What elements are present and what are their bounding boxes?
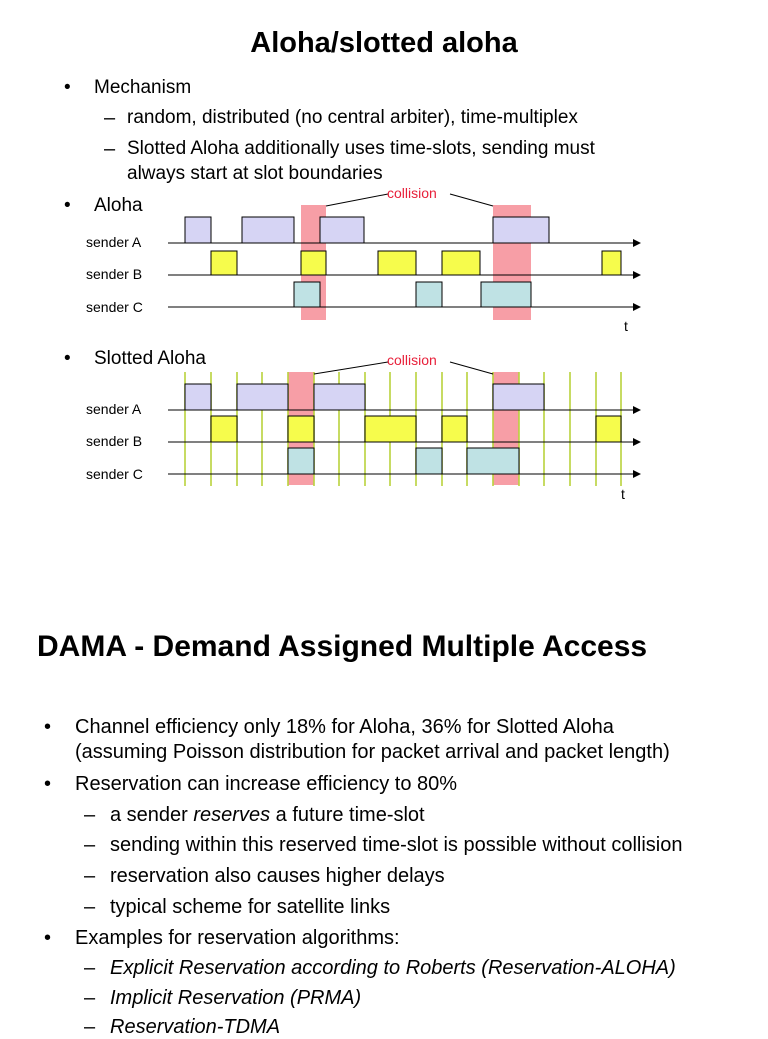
dash: – xyxy=(84,896,96,918)
bullet: • xyxy=(44,927,52,949)
dash: – xyxy=(84,865,96,887)
packet-b xyxy=(442,416,467,442)
packet-a xyxy=(185,217,211,243)
bullet: • xyxy=(64,195,71,216)
reservation-efficiency: Reservation can increase efficiency to 80% xyxy=(75,773,458,795)
dash: – xyxy=(104,107,116,129)
dash: – xyxy=(84,957,96,979)
dash: – xyxy=(104,138,116,160)
packet-b xyxy=(602,251,621,275)
packet-b xyxy=(442,251,480,275)
bullet: • xyxy=(44,773,52,795)
example-explicit: Explicit Reservation according to Roberts (Reservation-ALOHA) xyxy=(110,957,676,979)
collision-label: collision xyxy=(387,352,437,368)
bullet: • xyxy=(44,716,52,738)
collision-pointer xyxy=(450,362,493,374)
time-axis-label: t xyxy=(621,486,625,502)
dash: – xyxy=(84,804,96,826)
sender-c-label: sender C xyxy=(86,466,143,482)
mechanism-sub1: random, distributed (no central arbiter), time-multiplex xyxy=(127,107,578,128)
packet-c xyxy=(481,282,531,307)
efficiency-line1: Channel efficiency only 18% for Aloha, 36% for Slotted Aloha xyxy=(75,716,614,738)
reserve-sub2: sending within this reserved time-slot is possible without collision xyxy=(110,834,683,856)
packet-a xyxy=(493,384,544,410)
reserve-sub1 xyxy=(110,804,425,827)
packet-b xyxy=(378,251,416,275)
collision-pointer xyxy=(326,194,388,206)
packet-a xyxy=(493,217,549,243)
packet-a xyxy=(185,384,211,410)
slotted-aloha-label: Slotted Aloha xyxy=(94,348,206,369)
packet-b xyxy=(288,416,314,442)
reserve-sub4: typical scheme for satellite links xyxy=(110,896,391,918)
sender-a-label: sender A xyxy=(86,401,142,417)
slide1-title: Aloha/slotted aloha xyxy=(250,27,518,59)
aloha-label: Aloha xyxy=(94,195,143,216)
collision-pointer xyxy=(314,362,388,374)
efficiency-line2: (assuming Poisson distribution for packet arrival and packet length) xyxy=(75,741,670,763)
sender-a-label: sender A xyxy=(86,234,142,250)
example-implicit: Implicit Reservation (PRMA) xyxy=(110,987,362,1009)
packet-c xyxy=(467,448,519,474)
packet-b xyxy=(301,251,326,275)
reserve-sub3: reservation also causes higher delays xyxy=(110,865,445,887)
reserve-sub1-em: reserves xyxy=(193,804,271,826)
dash: – xyxy=(84,834,96,856)
dash: – xyxy=(84,987,96,1009)
mechanism-sub2-line2: always start at slot boundaries xyxy=(127,163,383,184)
example-rtdma: Reservation-TDMA xyxy=(110,1016,281,1038)
reserve-sub1-post: a future time-slot xyxy=(270,804,425,826)
packet-a xyxy=(237,384,288,410)
slide2-title: DAMA - Demand Assigned Multiple Access xyxy=(37,630,648,663)
packet-b xyxy=(596,416,621,442)
bullet: • xyxy=(64,77,71,98)
sender-c-label: sender C xyxy=(86,299,143,315)
reserve-sub1-pre: a sender xyxy=(110,804,194,826)
packet-b xyxy=(211,251,237,275)
dash: – xyxy=(84,1016,96,1038)
bullet: • xyxy=(64,348,71,369)
time-axis-label: t xyxy=(624,318,628,334)
mechanism-label: Mechanism xyxy=(94,77,192,98)
packet-a xyxy=(242,217,294,243)
packet-b xyxy=(365,416,416,442)
collision-label: collision xyxy=(387,185,437,201)
packet-b xyxy=(211,416,237,442)
collision-pointer xyxy=(450,194,493,206)
sender-b-label: sender B xyxy=(86,433,143,449)
packet-c xyxy=(416,448,442,474)
packet-c xyxy=(294,282,320,307)
examples-heading: Examples for reservation algorithms: xyxy=(75,927,400,949)
mechanism-sub2-line1: Slotted Aloha additionally uses time-slots, sending must xyxy=(127,138,595,159)
sender-b-label: sender B xyxy=(86,266,143,282)
packet-c xyxy=(288,448,314,474)
packet-a xyxy=(320,217,364,243)
packet-c xyxy=(416,282,442,307)
packet-a xyxy=(314,384,365,410)
